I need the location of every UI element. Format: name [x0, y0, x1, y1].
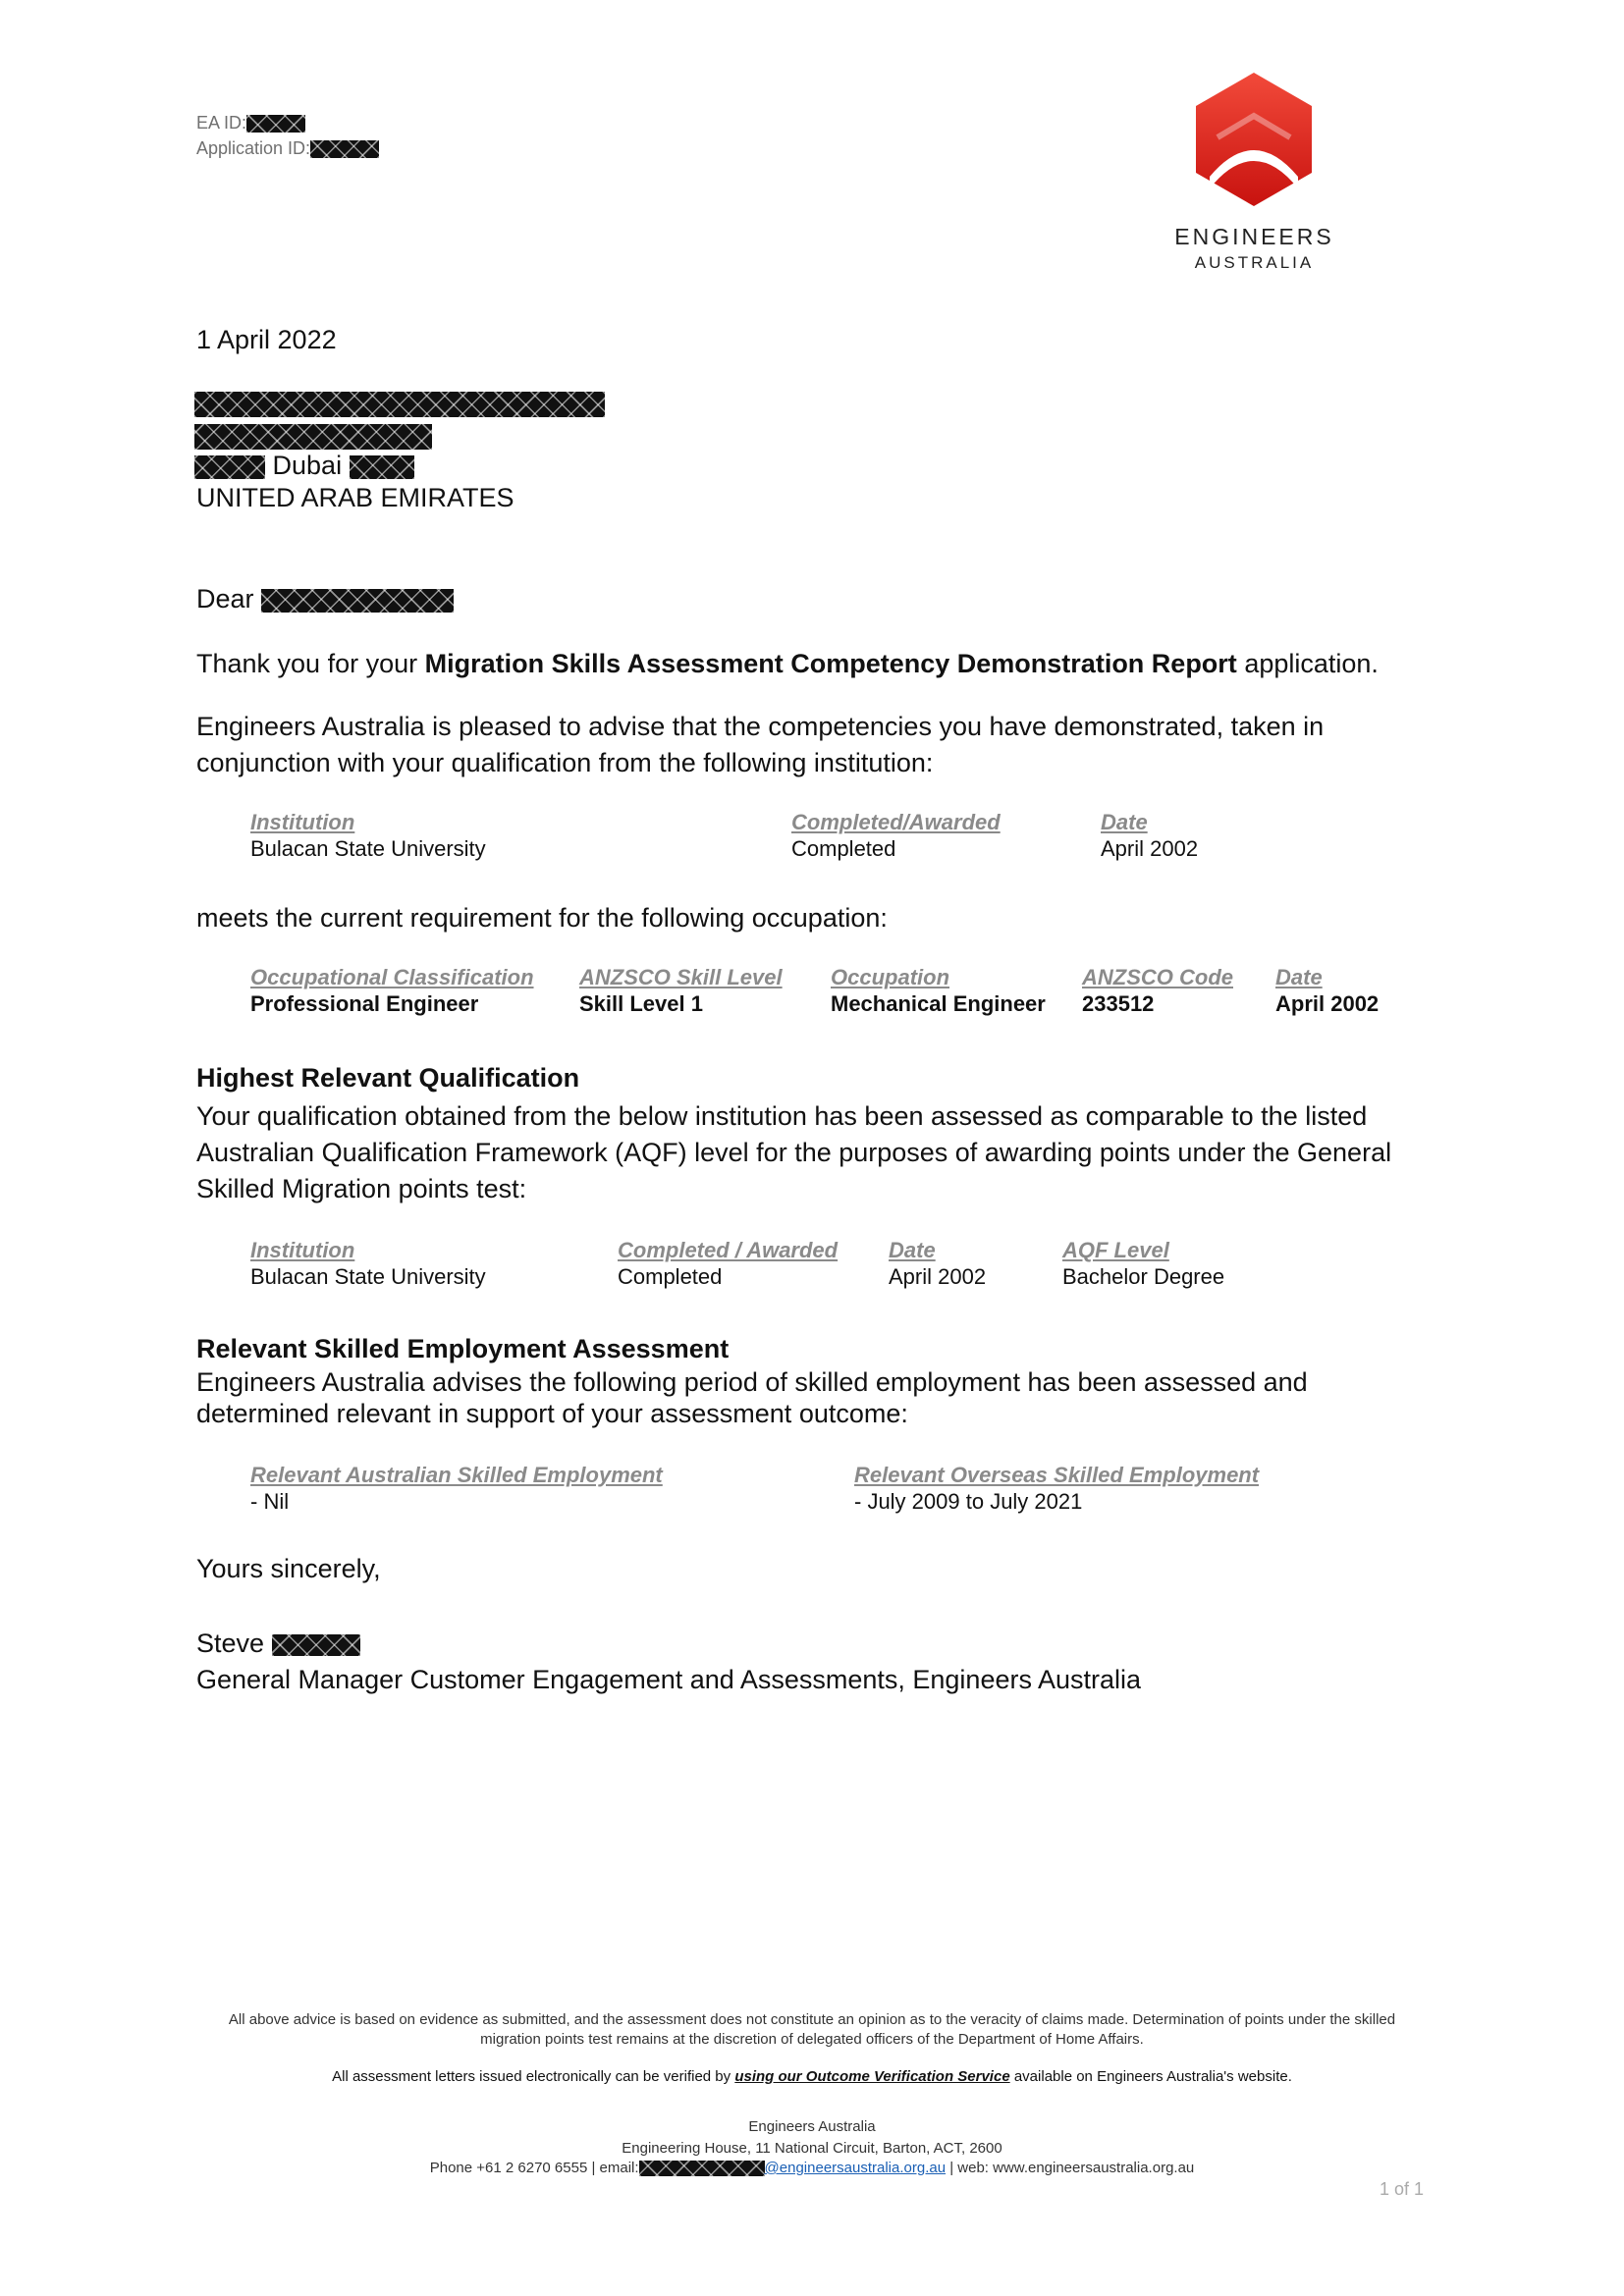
- cell-skill-level: Skill Level 1: [579, 991, 703, 1016]
- cell-australian-employment: - Nil: [250, 1489, 290, 1514]
- verify-text-end: available on Engineers Australia's website.: [1009, 2068, 1292, 2085]
- header-australian-employment: Relevant Australian Skilled Employment: [250, 1463, 663, 1487]
- header-overseas-employment: Relevant Overseas Skilled Employment: [854, 1463, 1260, 1487]
- outcome-verification-link[interactable]: using our Outcome Verification Service: [734, 2068, 1010, 2085]
- ea-id-label: EA ID:: [196, 113, 247, 133]
- signer-name: [196, 1626, 360, 1662]
- sign-off: Yours sincerely,: [196, 1554, 381, 1583]
- intro-text-end: application.: [1236, 649, 1379, 678]
- cell-institution: Bulacan State University: [250, 836, 486, 861]
- cell-occupation: Mechanical Engineer: [831, 991, 1046, 1016]
- application-id-label: Application ID:: [196, 138, 311, 158]
- header-occupation: Occupation: [831, 965, 950, 989]
- redaction-signer-surname: [272, 1634, 360, 1656]
- header-institution: Institution: [250, 810, 355, 834]
- header-anzsco-skill-level: ANZSCO Skill Level: [579, 965, 783, 989]
- cell-qual-institution: Bulacan State University: [250, 1264, 486, 1289]
- address-country: UNITED ARAB EMIRATES: [196, 483, 514, 512]
- footer-org-name: Engineers Australia: [748, 2118, 876, 2135]
- address-city: Dubai: [272, 451, 343, 480]
- employment-title: Relevant Skilled Employment Assessment: [196, 1334, 730, 1363]
- header-anzsco-code: ANZSCO Code: [1082, 965, 1233, 989]
- qualification-paragraph: Your qualification obtained from the below institution has been assessed as comparable to the listed Australian Qualification Framework (AQF) level for the purposes of awarding points under the General Skilled Migration points test:: [196, 1101, 1392, 1203]
- intro-paragraph: [196, 646, 1473, 682]
- logo-hexagon-icon: [1159, 69, 1350, 216]
- header-qual-completed: Completed / Awarded: [618, 1238, 839, 1262]
- logo-text-line1: ENGINEERS: [1174, 224, 1334, 249]
- signer-title: General Manager Customer Engagement and Assessments, Engineers Australia: [196, 1665, 1142, 1694]
- header-occupation-date: Date: [1275, 965, 1323, 989]
- cell-occupational-classification: Professional Engineer: [250, 991, 479, 1016]
- competencies-paragraph: Engineers Australia is pleased to advise that the competencies you have demonstrated, taken in conjunction with your qualification from the following institution:: [196, 712, 1325, 777]
- signer-first-name: Steve: [196, 1629, 265, 1658]
- qualification-title: Highest Relevant Qualification: [196, 1063, 580, 1093]
- header-occupational-classification: Occupational Classification: [250, 965, 534, 989]
- cell-aqf-level: Bachelor Degree: [1062, 1264, 1225, 1289]
- footer-disclaimer: All above advice is based on evidence as submitted, and the assessment does not constitute an opinion as to the veracity of claims made. Determination of points under the skilled migration points test remains at the discretion of delegated officers of the Department of Home Affairs.: [228, 2011, 1396, 2048]
- redaction-recipient-name: [261, 589, 454, 613]
- redaction-address-2: [194, 424, 432, 450]
- verify-text-start: All assessment letters issued electronically can be verified by: [332, 2068, 735, 2085]
- engineers-australia-logo: [1159, 69, 1350, 280]
- redaction-application-id: [310, 140, 379, 158]
- header-aqf-level: AQF Level: [1062, 1238, 1169, 1262]
- application-type: Migration Skills Assessment Competency Demonstration Report: [424, 649, 1237, 678]
- salutation: [196, 581, 454, 617]
- intro-text-start: Thank you for your: [196, 649, 425, 678]
- header-date: Date: [1101, 810, 1148, 834]
- footer-email-link[interactable]: @engineersaustralia.org.au: [764, 2160, 947, 2176]
- cell-occupation-date: April 2002: [1275, 991, 1380, 1016]
- application-id-line: [196, 135, 379, 161]
- redaction-email-user: [639, 2161, 765, 2176]
- redaction-address-3: [194, 455, 265, 479]
- footer-phone-email-label: Phone +61 2 6270 6555 | email:: [429, 2160, 639, 2176]
- cell-anzsco-code: 233512: [1082, 991, 1155, 1016]
- header-qual-date: Date: [889, 1238, 936, 1262]
- ea-id-line: [196, 110, 305, 135]
- redaction-address-4: [350, 455, 414, 479]
- footer-web-text: | web: www.engineersaustralia.org.au: [946, 2160, 1195, 2176]
- address-redaction-line1: [194, 392, 605, 417]
- salutation-text: Dear: [196, 584, 254, 614]
- employment-paragraph: Engineers Australia advises the following period of skilled employment has been assessed and determined relevant in support of your assessment outcome:: [196, 1367, 1308, 1428]
- letter-date: 1 April 2022: [196, 325, 337, 354]
- logo-text-line2: AUSTRALIA: [1194, 253, 1315, 272]
- footer-org-address: Engineering House, 11 National Circuit, Barton, ACT, 2600: [622, 2140, 1002, 2157]
- page-number: 1 of 1: [1380, 2179, 1425, 2199]
- redaction-ea-id: [246, 115, 305, 133]
- cell-qual-date: April 2002: [889, 1264, 987, 1289]
- footer-contact: [196, 2159, 1428, 2178]
- redaction-address-1: [194, 392, 605, 417]
- address-city-line: [194, 448, 414, 484]
- cell-date: April 2002: [1101, 836, 1199, 861]
- cell-qual-completed: Completed: [618, 1264, 723, 1289]
- address-redaction-line2: [194, 424, 432, 450]
- meets-text: meets the current requirement for the following occupation:: [196, 903, 888, 933]
- header-completed-awarded: Completed/Awarded: [791, 810, 1001, 834]
- cell-completed: Completed: [791, 836, 896, 861]
- footer-verification: [196, 2067, 1428, 2087]
- cell-overseas-employment: - July 2009 to July 2021: [854, 1489, 1083, 1514]
- header-qual-institution: Institution: [250, 1238, 355, 1262]
